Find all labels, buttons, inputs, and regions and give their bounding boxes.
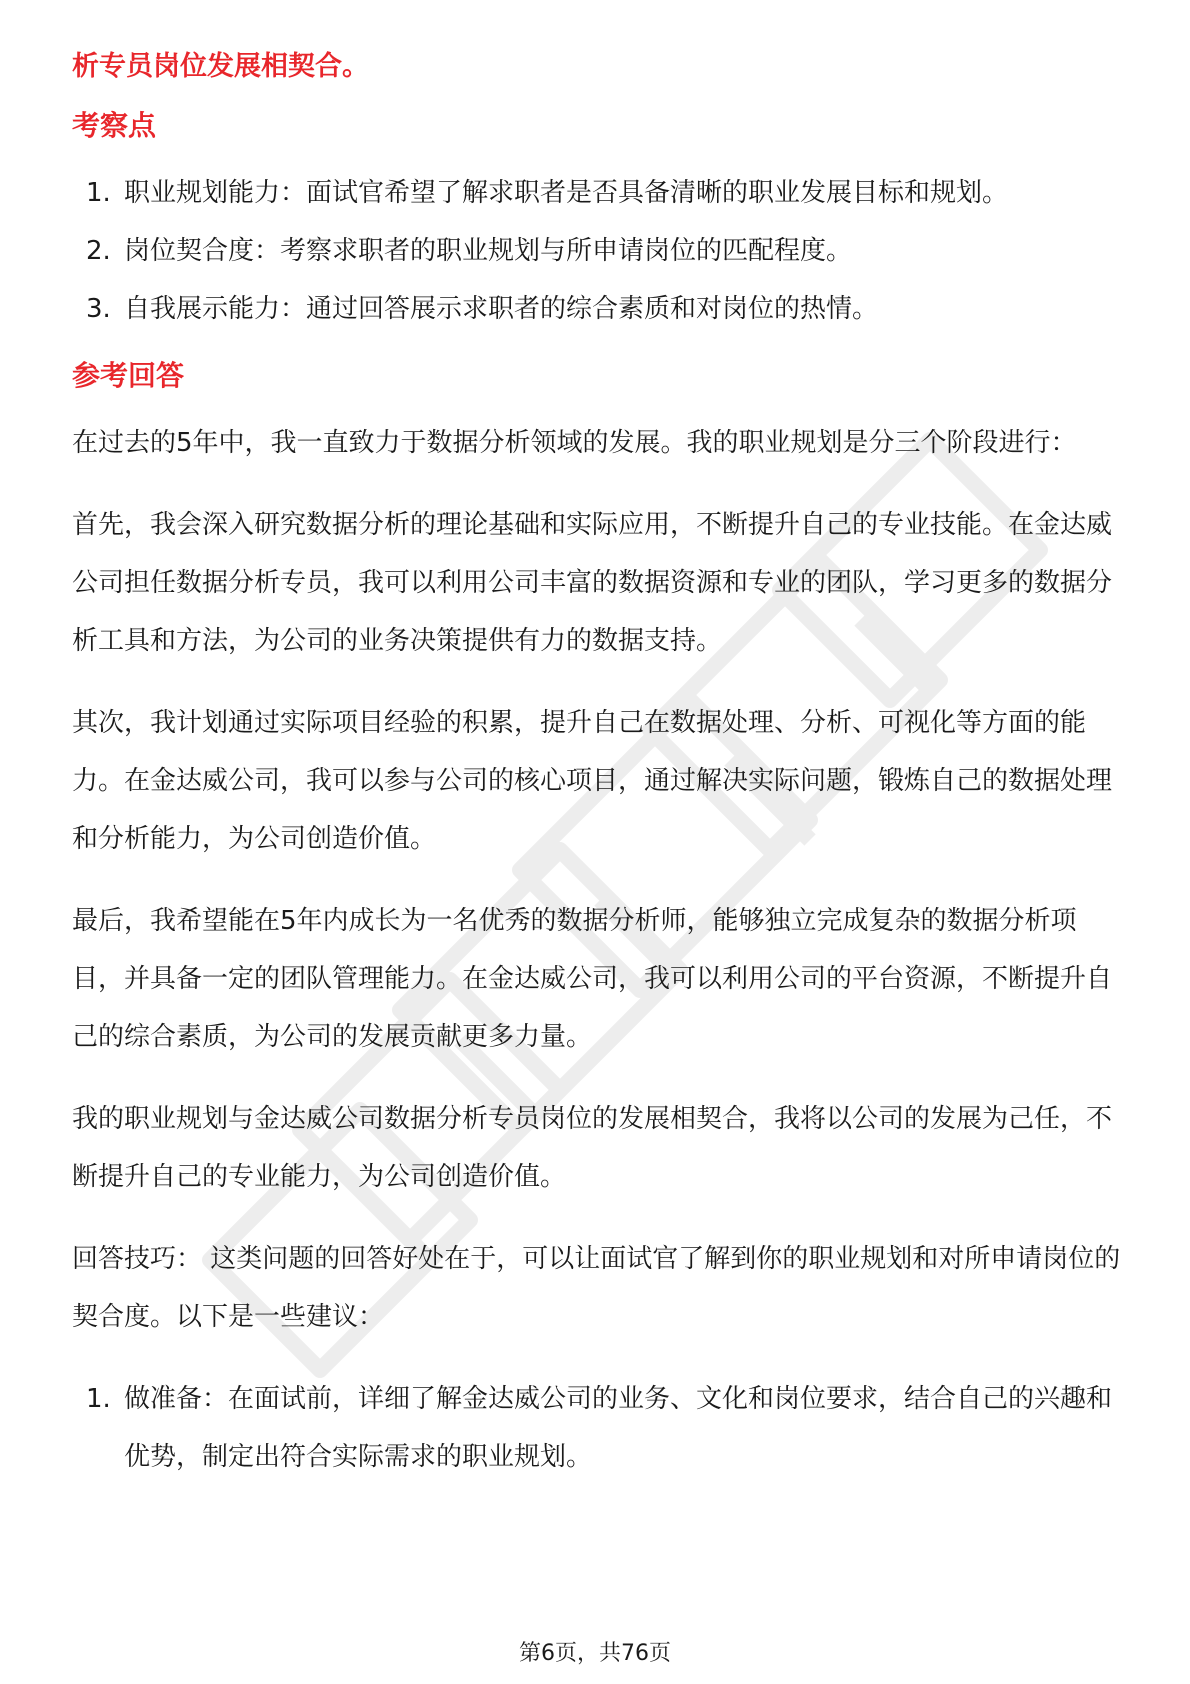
answer-paragraph: 我的职业规划与金达威公司数据分析专员岗位的发展相契合，我将以公司的发展为己任，不断提升自己的专业能力，为公司创造价值。 — [72, 1104, 1113, 1192]
list-item-text: 职业规划能力：面试官希望了解求职者是否具备清晰的职业发展目标和规划。 — [124, 178, 1009, 208]
answer-paragraph: 最后，我希望能在5年内成长为一名优秀的数据分析师，能够独立完成复杂的数据分析项目，并具备一定的团队管理能力。在金达威公司，我可以利用公司的平台资源，不断提升自己的综合素质，为公司的发展贡献更多力量。 — [72, 906, 1113, 1052]
list-item-text: 做准备：在面试前，详细了解金达威公司的业务、文化和岗位要求，结合自己的兴趣和优势，制定出符合实际需求的职业规划。 — [124, 1384, 1113, 1472]
section-title-reference-answer: 参考回答 — [72, 359, 185, 392]
section-title-assessment: 考察点 — [72, 109, 157, 142]
continued-heading: 析专员岗位发展相契合。 — [72, 51, 369, 82]
page-number: 第6页，共76页 — [519, 1641, 671, 1666]
list-item — [72, 222, 1122, 280]
list-item-text: 自我展示能力：通过回答展示求职者的综合素质和对岗位的热情。 — [124, 294, 879, 324]
answer-paragraph: 在过去的5年中，我一直致力于数据分析领域的发展。我的职业规划是分三个阶段进行： — [72, 428, 1077, 458]
tips-list — [72, 1370, 1122, 1486]
list-number: 1. — [86, 178, 111, 208]
list-item — [72, 164, 1122, 222]
assessment-list — [72, 164, 1122, 338]
list-number: 3. — [86, 294, 111, 324]
list-item-text: 岗位契合度：考察求职者的职业规划与所申请岗位的匹配程度。 — [124, 236, 853, 266]
answer-tips-intro: 回答技巧： 这类问题的回答好处在于，可以让面试官了解到你的职业规划和对所申请岗位的契合度。以下是一些建议： — [72, 1244, 1121, 1332]
page-content — [72, 48, 1122, 1486]
list-number: 1. — [86, 1384, 111, 1414]
list-item — [72, 1370, 1122, 1486]
answer-paragraph: 其次，我计划通过实际项目经验的积累，提升自己在数据处理、分析、可视化等方面的能力。在金达威公司，我可以参与公司的核心项目，通过解决实际问题，锻炼自己的数据处理和分析能力，为公司创造价值。 — [72, 708, 1113, 854]
list-item — [72, 280, 1122, 338]
answer-paragraph: 首先，我会深入研究数据分析的理论基础和实际应用，不断提升自己的专业技能。在金达威公司担任数据分析专员，我可以利用公司丰富的数据资源和专业的团队，学习更多的数据分析工具和方法，为公司的业务决策提供有力的数据支持。 — [72, 510, 1113, 656]
list-number: 2. — [86, 236, 111, 266]
